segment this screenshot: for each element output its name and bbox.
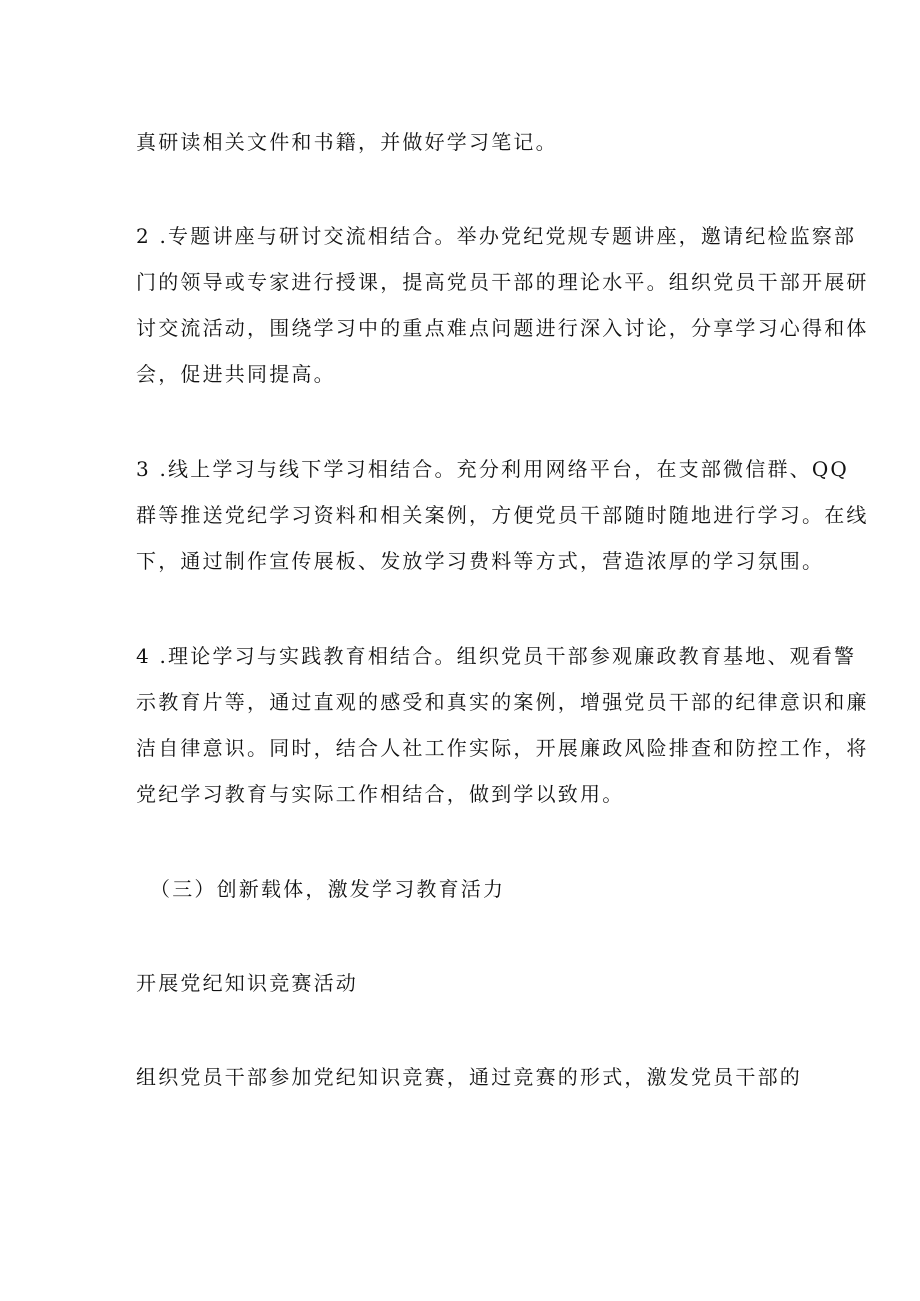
paragraph-line: 党纪学习教育与实际工作相结合，做到学以致用。	[136, 782, 625, 806]
paragraph-line: 群等推送党纪学习资料和相关案例，方便党员干部随时随地进行学习。在线	[136, 503, 869, 527]
paragraph-line: 真研读相关文件和书籍，并做好学习笔记。	[136, 130, 558, 154]
paragraph-line: 下，通过制作宣传展板、发放学习费料等方式，营造浓厚的学习氛围。	[136, 549, 825, 573]
paragraph-line: 3 .线上学习与线下学习相结合。充分利用网络平台，在支部微信群、QQ	[136, 457, 850, 481]
paragraph-line: 组织党员干部参加党纪知识竞赛，通过竞赛的形式，激发党员干部的	[136, 1065, 802, 1089]
paragraph-line: 洁自律意识。同时，结合人社工作实际，开展廉政风险排查和防控工作，将	[136, 736, 869, 760]
paragraph-line: 示教育片等，通过直观的感受和真实的案例，增强党员干部的纪律意识和廉	[136, 690, 869, 714]
paragraph-line: 4 .理论学习与实践教育相结合。组织党员干部参观廉政教育基地、观看警	[136, 644, 857, 668]
paragraph-line: 讨交流活动，围绕学习中的重点难点问题进行深入讨论，分享学习心得和体	[136, 316, 869, 340]
section-heading: （三）创新载体，激发学习教育活力	[150, 877, 506, 901]
subheading: 开展党纪知识竞赛活动	[136, 971, 358, 995]
paragraph-line: 门的领导或专家进行授课，提高党员干部的理论水平。组织党员干部开展研	[136, 270, 869, 294]
paragraph-line: 2 .专题讲座与研讨交流相结合。举办党纪党规专题讲座，邀请纪检监察部	[136, 224, 857, 248]
paragraph-line: 会，促进共同提高。	[136, 362, 336, 386]
